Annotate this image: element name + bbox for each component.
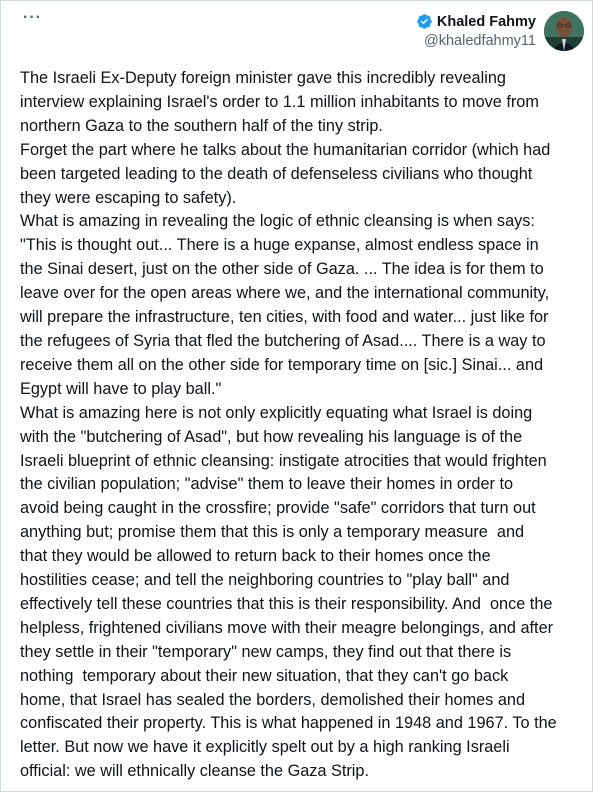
tweet-line: the civilian population; "advise" them to leave their homes in order to <box>20 475 514 494</box>
author-display-name[interactable]: Khaled Fahmy <box>436 13 536 30</box>
author-name-row <box>416 13 536 30</box>
tweet-line: nothing temporary about their new situation, that they can't go back <box>20 666 509 685</box>
tweet-line: leave over for the open areas where we, and the international community, <box>20 284 550 303</box>
avatar-image <box>544 11 584 51</box>
tweet-text <box>20 67 588 784</box>
tweet-line: the Sinai desert, just on the other side of Gaza. ... The idea is for them to <box>20 260 544 279</box>
verified-badge-icon <box>416 13 433 30</box>
tweet-line: avoid being caught in the crossfire; provide "safe" corridors that turn out <box>20 499 536 518</box>
tweet-line: that they would be allowed to return back to their homes once the <box>20 547 491 566</box>
more-options-icon[interactable]: ··· <box>23 9 42 26</box>
tweet-line: Israeli blueprint of ethnic cleansing: instigate atrocities that would frighten <box>20 451 547 470</box>
tweet-line: will prepare the infrastructure, ten cities, with food and water... just like for <box>20 308 549 327</box>
tweet-line: effectively tell these countries that this is their responsibility. And once the <box>20 594 553 613</box>
tweet-line: helpless, frightened civilians move with their meagre belongings, and after <box>20 618 554 637</box>
tweet-line: with the "butchering of Asad", but how revealing his language is of the <box>20 427 523 446</box>
tweet-line: they settle in their "temporary" new camps, they find out that there is <box>20 642 512 661</box>
tweet-line: home, that Israel has sealed the borders, demolished their homes and <box>20 690 526 709</box>
tweet-line: The Israeli Ex-Deputy foreign minister gave this incredibly revealing <box>20 69 506 87</box>
author-handle[interactable]: @khaledfahmy11 <box>424 33 536 49</box>
tweet-line: interview explaining Israel's order to 1.1 million inhabitants to move from <box>20 92 539 111</box>
tweet-line: receive them all on the other side for temporary time on [sic.] Sinai... and <box>20 355 544 374</box>
tweet-line: What is amazing here is not only explicitly equating what Israel is doing <box>20 403 533 422</box>
tweet-line: anything but; promise them that this is only a temporary measure and <box>20 523 525 542</box>
tweet-line: What is amazing in revealing the logic of ethnic cleansing is when says: <box>20 212 535 231</box>
tweet-line: northern Gaza to the southern half of the tiny strip. <box>20 116 383 135</box>
tweet-line: letter. But now we have it explicitly spelt out by a high ranking Israeli <box>20 738 510 757</box>
tweet-line: "This is thought out... There is a huge expanse, almost endless space in <box>20 236 539 255</box>
tweet-line: been targeted leading to the death of defenseless civilians who thought <box>20 164 533 183</box>
tweet-line: hostilities cease; and tell the neighboring countries to "play ball" and <box>20 571 510 590</box>
tweet-line: the refugees of Syria that fled the butchering of Asad.... There is a way to <box>20 331 546 350</box>
tweet-line: they were escaping to safety). <box>20 188 237 207</box>
tweet-line: confiscated their property. This is what happened in 1948 and 1967. To the <box>20 714 557 733</box>
author-info[interactable] <box>416 13 536 49</box>
avatar[interactable] <box>544 11 584 51</box>
tweet-line: Forget the part where he talks about the humanitarian corridor (which had <box>20 140 551 159</box>
tweet-line: Egypt will have to play ball." <box>20 379 222 398</box>
tweet-line: official: we will ethnically cleanse the Gaza Strip. <box>20 762 370 781</box>
